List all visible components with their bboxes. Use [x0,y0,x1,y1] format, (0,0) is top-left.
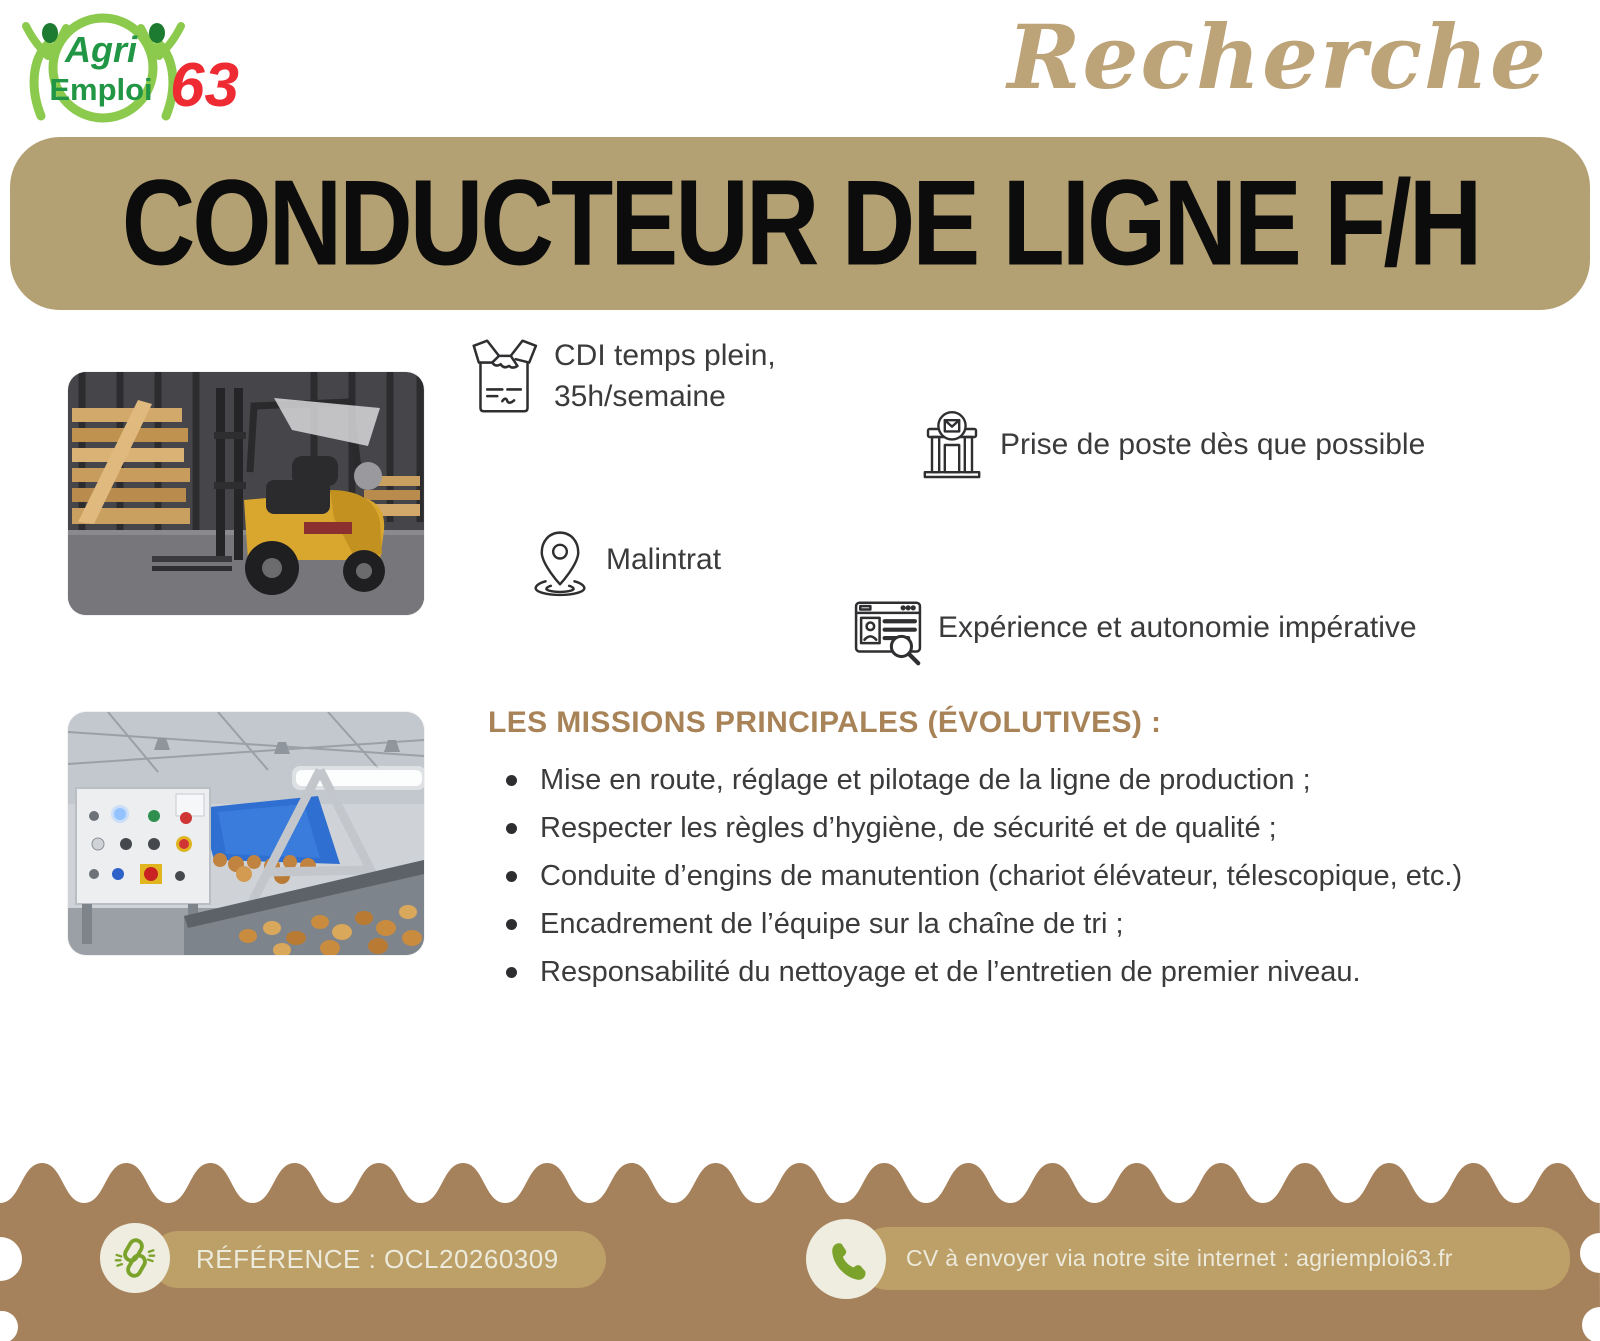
detail-start-date [912,405,1425,485]
contract-text [554,335,776,418]
location-pin-icon [522,522,598,598]
cv-icon-circle [806,1219,886,1299]
location-text: Malintrat [606,543,722,577]
contract-line2: 35h/semaine [554,380,726,413]
reference-badge [150,1231,606,1288]
mission-item: Respecter les règles d’hygiène, de sécurité et de qualité ; [540,804,1500,852]
job-title: CONDUCTEUR DE LIGNE F/H [121,154,1479,292]
mission-item: Conduite d’engins de manutention (chariot élévateur, télescopique, etc.) [540,852,1500,900]
start-date-text: Prise de poste dès que possible [1000,428,1426,462]
detail-location [522,522,721,598]
missions-section [488,706,1518,996]
mission-item: Mise en route, réglage et pilotage de la ligne de production ; [540,756,1500,804]
logo-word-emploi: Emploi [49,72,153,107]
detail-experience [846,586,1417,670]
post-office-icon [912,405,992,485]
recherche-script-title: Recherche [1007,5,1548,109]
cv-text: CV à envoyer via notre site internet : agriemploi63.fr [906,1245,1453,1271]
logo-number-63: 63 [170,51,239,120]
reference-text: RÉFÉRENCE : OCL20260309 [196,1244,559,1274]
contract-handshake-icon [462,334,546,418]
logo-word-agri: Agri [65,29,137,70]
missions-heading: LES MISSIONS PRINCIPALES (ÉVOLUTIVES) : [488,706,1162,739]
title-banner [10,137,1590,310]
production-line-illustration [68,712,424,955]
contract-line1: CDI temps plein, [554,338,776,372]
phone-icon [823,1236,869,1282]
agri-emploi-logo-graphic [8,4,248,134]
agri-emploi-logo [8,4,248,134]
photo-production-line [68,712,424,955]
cv-search-icon [846,586,930,670]
cv-badge [858,1227,1570,1290]
mission-item: Encadrement de l’équipe sur la chaîne de tri ; [540,900,1500,948]
reference-icon-circle [100,1223,170,1293]
mission-item: Responsabilité du nettoyage et de l’entretien de premier niveau. [540,948,1500,996]
detail-contract [462,334,776,418]
experience-text: Expérience et autonomie impérative [938,611,1417,645]
photo-forklift [68,372,424,615]
missions-list [488,756,1500,996]
chain-link-icon [112,1235,158,1281]
forklift-illustration [68,372,424,615]
